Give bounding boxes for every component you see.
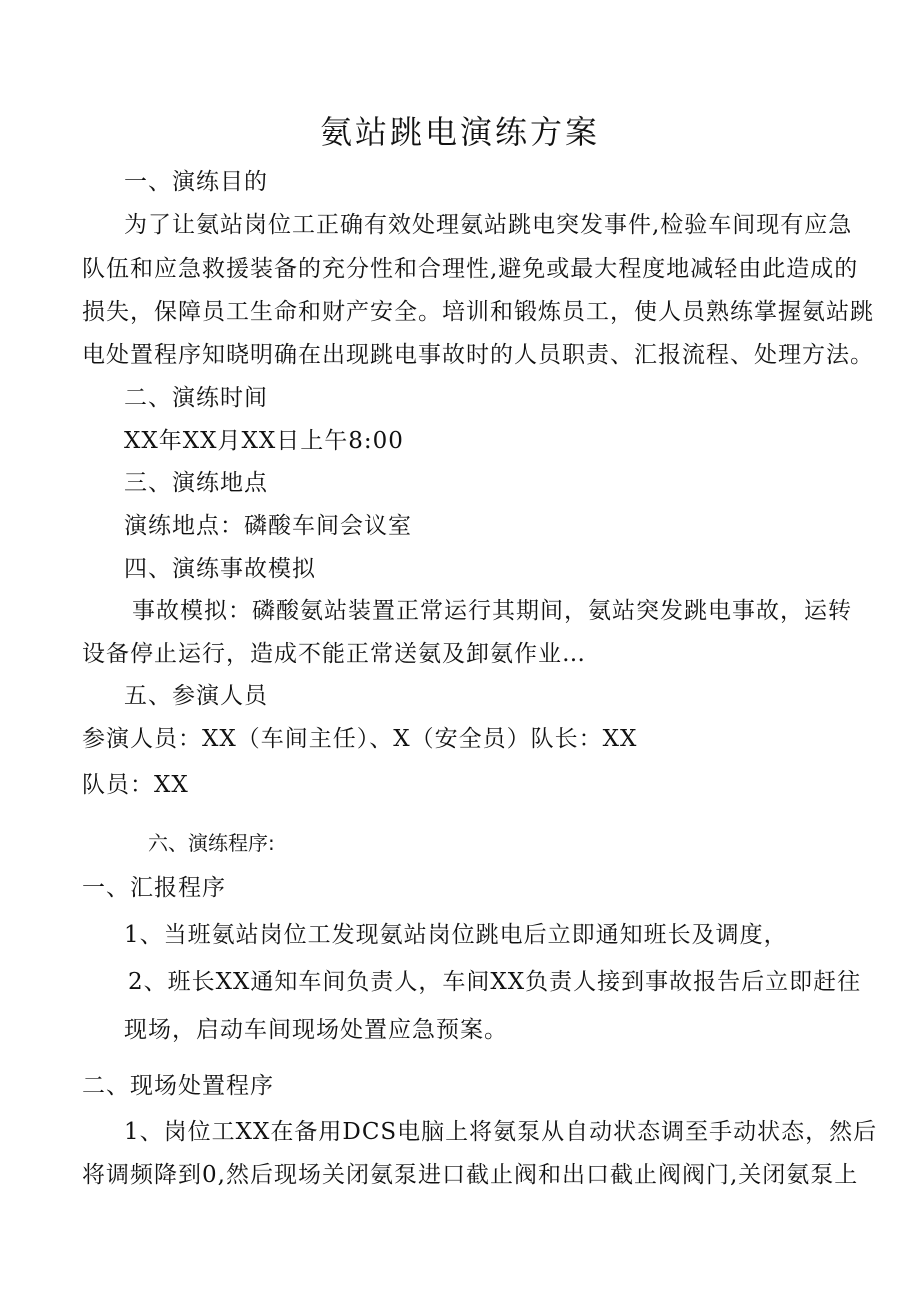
drill-time-text: XX年XX月XX日上午8:00 (124, 428, 404, 454)
body-line: 损失，保障员工生命和财产安全。培训和锻炼员工，使人员熟练掌握氨站跳 (82, 299, 874, 325)
section-heading-procedure: 六、演练程序: (148, 831, 275, 855)
body-line: 1、岗位工XX在备用DCS电脑上将氨泵从自动状态调至手动状态，然后 (124, 1119, 878, 1145)
section-heading-participants: 五、参演人员 (124, 683, 268, 709)
body-line: 电处置程序知晓明确在出现跳电事故时的人员职责、汇报流程、处理方法。 (82, 342, 874, 368)
body-line: 队伍和应急救援装备的充分性和合理性,避免或最大程度地减轻由此造成的 (82, 256, 859, 282)
section-heading-simulation: 四、演练事故模拟 (124, 556, 316, 582)
drill-location-text: 演练地点：磷酸车间会议室 (124, 513, 412, 539)
body-line: 事故模拟：磷酸氨站装置正常运行其期间，氨站突发跳电事故，运转 (132, 598, 852, 624)
body-line: 1、当班氨站岗位工发现氨站岗位跳电后立即通知班长及调度， (124, 922, 788, 948)
document-title: 氨站跳电演练方案 (319, 113, 600, 151)
subsection-heading-reporting: 一、汇报程序 (82, 875, 226, 901)
body-line: 2、班长XX通知车间负责人，车间XX负责人接到事故报告后立即赶往 (128, 969, 862, 995)
body-line: 设备停止运行，造成不能正常送氨及卸氨作业… (82, 641, 586, 667)
team-members-text: 队员：XX (82, 772, 189, 798)
section-heading-location: 三、演练地点 (124, 470, 268, 496)
participants-text: 参演人员：XX（车间主任）、X（安全员）队长：XX (82, 726, 638, 752)
body-line: 为了让氨站岗位工正确有效处理氨站跳电突发事件,检验车间现有应急 (124, 212, 853, 238)
section-heading-time: 二、演练时间 (124, 385, 268, 411)
section-heading-purpose: 一、演练目的 (124, 169, 268, 195)
body-line: 现场，启动车间现场处置应急预案。 (124, 1017, 508, 1043)
body-line: 将调频降到0,然后现场关闭氨泵进口截止阀和出口截止阀阀门,关闭氨泵上 (82, 1162, 859, 1188)
subsection-heading-onsite: 二、现场处置程序 (82, 1073, 274, 1099)
